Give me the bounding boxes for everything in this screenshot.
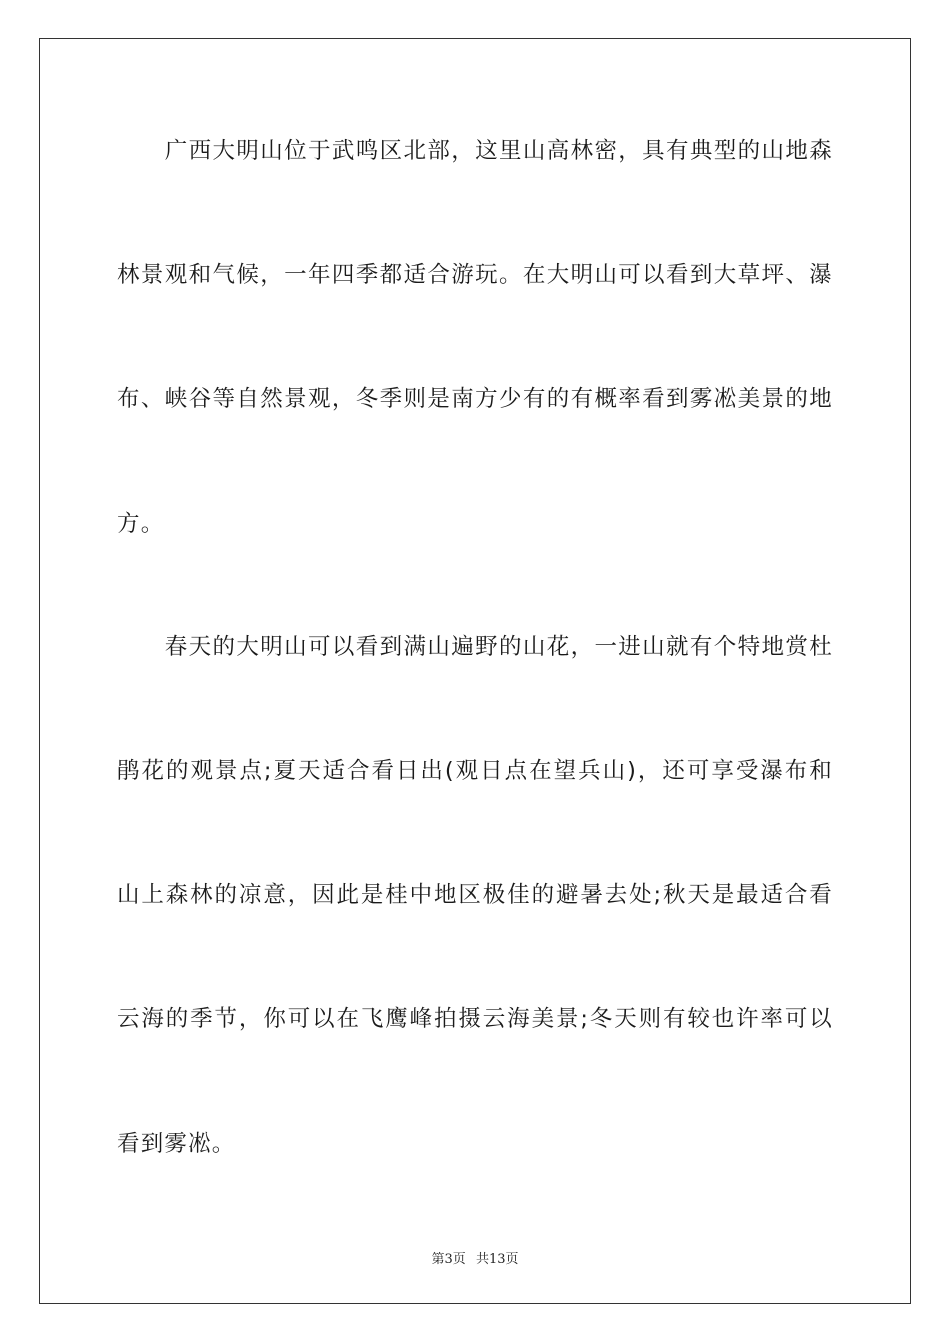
page-border xyxy=(39,38,911,1304)
paragraph-line: 看到雾凇。 xyxy=(117,1131,236,1157)
paragraph-line: 春天的大明山可以看到满山遍野的山花，一进山就有个特地赏杜 xyxy=(117,634,833,660)
paragraph-line: 广西大明山位于武鸣区北部，这里山高林密，具有典型的山地森 xyxy=(117,138,833,164)
paragraph-line: 鹃花的观景点;夏天适合看日出(观日点在望兵山)，还可享受瀑布和 xyxy=(117,758,833,784)
paragraph-line: 方。 xyxy=(117,511,165,537)
paragraph-line: 山上森林的凉意，因此是桂中地区极佳的避暑去处;秋天是最适合看 xyxy=(117,882,833,908)
paragraph-line: 林景观和气候，一年四季都适合游玩。在大明山可以看到大草坪、瀑 xyxy=(117,262,833,288)
paragraph-line: 布、峡谷等自然景观，冬季则是南方少有的有概率看到雾凇美景的地 xyxy=(117,386,833,412)
paragraph-line: 云海的季节，你可以在飞鹰峰拍摄云海美景;冬天则有较也许率可以 xyxy=(117,1006,833,1032)
page-total: 共13页 xyxy=(475,1252,519,1267)
page-footer xyxy=(0,1248,950,1267)
page-number: 第3页 xyxy=(431,1252,466,1267)
